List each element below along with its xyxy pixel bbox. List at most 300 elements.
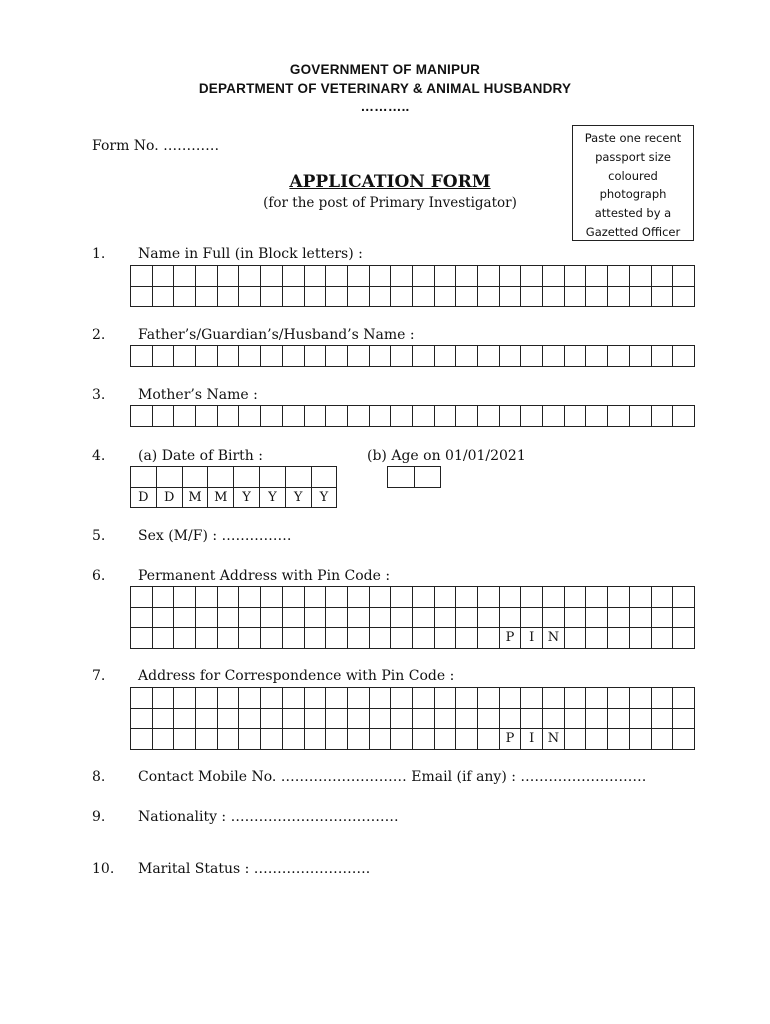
entry-cell[interactable] — [239, 607, 261, 628]
entry-cell[interactable] — [412, 607, 434, 628]
entry-cell[interactable] — [311, 467, 337, 488]
entry-cell[interactable] — [391, 729, 413, 750]
entry-cell[interactable] — [131, 587, 153, 608]
entry-cell[interactable] — [478, 406, 500, 427]
form-subtitle: (for the post of Primary Investigator) — [263, 195, 517, 211]
entry-cell[interactable] — [564, 729, 586, 750]
entry-cell[interactable] — [499, 406, 521, 427]
entry-cell[interactable] — [391, 266, 413, 287]
field-number: 10. — [92, 861, 115, 877]
entry-cell[interactable] — [629, 266, 651, 287]
entry-cell[interactable] — [586, 266, 608, 287]
preprinted-cell: M — [182, 487, 208, 508]
entry-cell[interactable] — [261, 628, 283, 649]
entry-cell[interactable] — [261, 587, 283, 608]
entry-cell[interactable] — [586, 286, 608, 307]
entry-cell[interactable] — [174, 628, 196, 649]
entry-cell[interactable] — [673, 688, 695, 709]
entry-cell[interactable] — [196, 286, 218, 307]
field-number: 4. — [92, 448, 106, 464]
entry-cell[interactable] — [434, 266, 456, 287]
preprinted-cell: I — [521, 729, 543, 750]
entry-cell[interactable] — [174, 607, 196, 628]
name-entry-grid[interactable] — [130, 265, 695, 307]
entry-cell[interactable] — [326, 266, 348, 287]
entry-cell[interactable] — [239, 729, 261, 750]
preprinted-cell: Y — [259, 487, 285, 508]
entry-cell[interactable] — [651, 406, 673, 427]
entry-cell[interactable] — [673, 286, 695, 307]
entry-cell[interactable] — [196, 729, 218, 750]
nationality-field[interactable]: Nationality : ……………………………… — [138, 809, 399, 825]
entry-cell[interactable] — [434, 708, 456, 729]
sex-field[interactable]: Sex (M/F) : …………… — [138, 528, 292, 544]
entry-cell[interactable] — [304, 607, 326, 628]
entry-cell[interactable] — [152, 286, 174, 307]
entry-cell[interactable] — [608, 266, 630, 287]
entry-cell[interactable] — [499, 266, 521, 287]
entry-cell[interactable] — [586, 688, 608, 709]
preprinted-cell: I — [521, 628, 543, 649]
entry-cell[interactable] — [608, 607, 630, 628]
entry-cell[interactable] — [521, 607, 543, 628]
entry-cell[interactable] — [456, 266, 478, 287]
entry-cell[interactable] — [651, 587, 673, 608]
correspondence-address-label: Address for Correspondence with Pin Code : — [138, 668, 455, 684]
entry-cell[interactable] — [347, 628, 369, 649]
entry-cell[interactable] — [304, 628, 326, 649]
entry-cell[interactable] — [412, 688, 434, 709]
entry-cell[interactable] — [586, 628, 608, 649]
entry-cell[interactable] — [388, 467, 415, 488]
entry-cell[interactable] — [651, 688, 673, 709]
entry-cell[interactable] — [412, 346, 434, 367]
entry-cell[interactable] — [261, 688, 283, 709]
entry-cell[interactable] — [564, 607, 586, 628]
entry-cell[interactable] — [629, 346, 651, 367]
entry-cell[interactable] — [391, 688, 413, 709]
entry-cell[interactable] — [629, 688, 651, 709]
field-number: 8. — [92, 769, 106, 785]
entry-cell[interactable] — [282, 708, 304, 729]
entry-cell[interactable] — [586, 607, 608, 628]
form-title: APPLICATION FORM — [289, 172, 491, 192]
entry-cell[interactable] — [543, 607, 565, 628]
entry-cell[interactable] — [261, 729, 283, 750]
permanent-address-entry-grid[interactable] — [130, 586, 695, 649]
field-number: 9. — [92, 809, 106, 825]
entry-cell[interactable] — [208, 467, 234, 488]
entry-cell[interactable] — [608, 587, 630, 608]
entry-cell[interactable] — [629, 286, 651, 307]
entry-cell[interactable] — [456, 607, 478, 628]
entry-cell[interactable] — [478, 587, 500, 608]
entry-cell[interactable] — [629, 628, 651, 649]
entry-cell[interactable] — [239, 406, 261, 427]
entry-cell[interactable] — [131, 729, 153, 750]
entry-cell[interactable] — [499, 688, 521, 709]
correspondence-address-entry-grid[interactable] — [130, 687, 695, 750]
entry-cell[interactable] — [673, 708, 695, 729]
entry-cell[interactable] — [369, 729, 391, 750]
entry-cell[interactable] — [478, 286, 500, 307]
entry-cell[interactable] — [521, 286, 543, 307]
entry-cell[interactable] — [478, 708, 500, 729]
entry-cell[interactable] — [347, 708, 369, 729]
entry-cell[interactable] — [456, 729, 478, 750]
entry-cell[interactable] — [412, 266, 434, 287]
entry-cell[interactable] — [326, 286, 348, 307]
entry-cell[interactable] — [499, 708, 521, 729]
entry-cell[interactable] — [673, 628, 695, 649]
entry-cell[interactable] — [261, 406, 283, 427]
entry-cell[interactable] — [131, 708, 153, 729]
entry-cell[interactable] — [434, 628, 456, 649]
entry-cell[interactable] — [217, 406, 239, 427]
entry-cell[interactable] — [282, 346, 304, 367]
entry-cell[interactable] — [152, 406, 174, 427]
entry-cell[interactable] — [434, 406, 456, 427]
entry-cell[interactable] — [304, 346, 326, 367]
entry-cell[interactable] — [564, 406, 586, 427]
entry-cell[interactable] — [478, 607, 500, 628]
entry-cell[interactable] — [478, 628, 500, 649]
entry-cell[interactable] — [326, 346, 348, 367]
entry-cell[interactable] — [499, 346, 521, 367]
entry-cell[interactable] — [347, 607, 369, 628]
entry-cell[interactable] — [608, 708, 630, 729]
entry-cell[interactable] — [326, 406, 348, 427]
entry-cell[interactable] — [651, 266, 673, 287]
entry-cell[interactable] — [412, 406, 434, 427]
photo-instruction-line: coloured — [608, 168, 658, 183]
entry-cell[interactable] — [629, 607, 651, 628]
entry-cell[interactable] — [304, 266, 326, 287]
entry-cell[interactable] — [456, 346, 478, 367]
entry-cell[interactable] — [304, 587, 326, 608]
photo-instruction-line: passport size — [595, 149, 671, 164]
preprinted-cell: M — [208, 487, 234, 508]
entry-cell[interactable] — [347, 266, 369, 287]
entry-cell[interactable] — [673, 406, 695, 427]
entry-cell[interactable] — [261, 346, 283, 367]
entry-cell[interactable] — [152, 607, 174, 628]
entry-cell[interactable] — [217, 346, 239, 367]
entry-cell[interactable] — [131, 628, 153, 649]
entry-cell[interactable] — [152, 708, 174, 729]
entry-cell[interactable] — [304, 688, 326, 709]
entry-cell[interactable] — [369, 708, 391, 729]
entry-cell[interactable] — [259, 467, 285, 488]
entry-cell[interactable] — [239, 286, 261, 307]
entry-cell[interactable] — [131, 688, 153, 709]
entry-cell[interactable] — [434, 607, 456, 628]
entry-cell[interactable] — [196, 346, 218, 367]
entry-cell[interactable] — [434, 729, 456, 750]
entry-cell[interactable] — [414, 467, 441, 488]
entry-cell[interactable] — [586, 346, 608, 367]
entry-cell[interactable] — [196, 688, 218, 709]
entry-cell[interactable] — [608, 729, 630, 750]
entry-cell[interactable] — [629, 708, 651, 729]
field-number: 5. — [92, 528, 106, 544]
marital-status-field[interactable]: Marital Status : ……………………. — [138, 861, 371, 877]
entry-cell[interactable] — [651, 628, 673, 649]
entry-cell[interactable] — [282, 266, 304, 287]
entry-cell[interactable] — [608, 406, 630, 427]
entry-cell[interactable] — [543, 346, 565, 367]
entry-cell[interactable] — [239, 628, 261, 649]
entry-cell[interactable] — [564, 346, 586, 367]
entry-cell[interactable] — [629, 406, 651, 427]
entry-cell[interactable] — [543, 266, 565, 287]
entry-cell[interactable] — [369, 286, 391, 307]
entry-cell[interactable] — [564, 286, 586, 307]
entry-cell[interactable] — [412, 286, 434, 307]
entry-cell[interactable] — [369, 266, 391, 287]
entry-cell[interactable] — [239, 346, 261, 367]
entry-cell[interactable] — [326, 587, 348, 608]
entry-cell[interactable] — [326, 688, 348, 709]
entry-cell[interactable] — [673, 607, 695, 628]
entry-cell[interactable] — [651, 346, 673, 367]
entry-cell[interactable] — [564, 266, 586, 287]
preprinted-cell: D — [131, 487, 157, 508]
entry-cell[interactable] — [673, 729, 695, 750]
field-number: 6. — [92, 568, 106, 584]
entry-cell[interactable] — [217, 607, 239, 628]
entry-cell[interactable] — [391, 628, 413, 649]
entry-cell[interactable] — [239, 587, 261, 608]
entry-cell[interactable] — [586, 587, 608, 608]
entry-cell[interactable] — [196, 628, 218, 649]
entry-cell[interactable] — [543, 587, 565, 608]
entry-cell[interactable] — [521, 266, 543, 287]
entry-cell[interactable] — [347, 587, 369, 608]
preprinted-cell: Y — [285, 487, 311, 508]
entry-cell[interactable] — [521, 346, 543, 367]
entry-cell[interactable] — [196, 406, 218, 427]
preprinted-cell: P — [499, 628, 521, 649]
entry-cell[interactable] — [239, 266, 261, 287]
entry-cell[interactable] — [156, 467, 182, 488]
entry-cell[interactable] — [261, 607, 283, 628]
entry-cell[interactable] — [261, 708, 283, 729]
father-name-entry-grid[interactable] — [130, 345, 695, 367]
entry-cell[interactable] — [196, 607, 218, 628]
entry-cell[interactable] — [369, 628, 391, 649]
entry-cell[interactable] — [217, 266, 239, 287]
entry-cell[interactable] — [282, 587, 304, 608]
entry-cell[interactable] — [174, 729, 196, 750]
entry-cell[interactable] — [391, 607, 413, 628]
entry-cell[interactable] — [564, 628, 586, 649]
entry-cell[interactable] — [478, 729, 500, 750]
entry-cell[interactable] — [326, 729, 348, 750]
entry-cell[interactable] — [131, 346, 153, 367]
entry-cell[interactable] — [347, 688, 369, 709]
entry-cell[interactable] — [174, 346, 196, 367]
entry-cell[interactable] — [196, 708, 218, 729]
entry-cell[interactable] — [217, 286, 239, 307]
entry-cell[interactable] — [304, 708, 326, 729]
entry-cell[interactable] — [347, 406, 369, 427]
entry-cell[interactable] — [412, 587, 434, 608]
entry-cell[interactable] — [456, 406, 478, 427]
header-dots: ……….. — [360, 99, 410, 114]
entry-cell[interactable] — [326, 607, 348, 628]
entry-cell[interactable] — [261, 266, 283, 287]
entry-cell[interactable] — [239, 688, 261, 709]
entry-cell[interactable] — [369, 607, 391, 628]
dob-entry-grid[interactable] — [130, 466, 337, 508]
entry-cell[interactable] — [586, 406, 608, 427]
government-heading: GOVERNMENT OF MANIPUR — [289, 62, 481, 77]
entry-cell[interactable] — [434, 286, 456, 307]
entry-cell[interactable] — [391, 346, 413, 367]
entry-cell[interactable] — [217, 628, 239, 649]
entry-cell[interactable] — [369, 587, 391, 608]
entry-cell[interactable] — [182, 467, 208, 488]
entry-cell[interactable] — [521, 688, 543, 709]
entry-cell[interactable] — [217, 708, 239, 729]
entry-cell[interactable] — [347, 729, 369, 750]
entry-cell[interactable] — [456, 587, 478, 608]
entry-cell[interactable] — [543, 406, 565, 427]
entry-cell[interactable] — [434, 346, 456, 367]
entry-cell[interactable] — [608, 286, 630, 307]
entry-cell[interactable] — [369, 688, 391, 709]
entry-cell[interactable] — [521, 406, 543, 427]
entry-cell[interactable] — [586, 708, 608, 729]
entry-cell[interactable] — [174, 286, 196, 307]
entry-cell[interactable] — [152, 729, 174, 750]
entry-cell[interactable] — [412, 628, 434, 649]
entry-cell[interactable] — [651, 708, 673, 729]
entry-cell[interactable] — [478, 266, 500, 287]
entry-cell[interactable] — [651, 286, 673, 307]
entry-cell[interactable] — [456, 286, 478, 307]
entry-cell[interactable] — [196, 587, 218, 608]
entry-cell[interactable] — [282, 286, 304, 307]
entry-cell[interactable] — [673, 266, 695, 287]
age-label: (b) Age on 01/01/2021 — [367, 448, 526, 464]
entry-cell[interactable] — [152, 587, 174, 608]
entry-cell[interactable] — [326, 628, 348, 649]
entry-cell[interactable] — [673, 346, 695, 367]
entry-cell[interactable] — [564, 587, 586, 608]
entry-cell[interactable] — [499, 587, 521, 608]
entry-cell[interactable] — [564, 688, 586, 709]
entry-cell[interactable] — [282, 628, 304, 649]
entry-cell[interactable] — [629, 587, 651, 608]
entry-cell[interactable] — [521, 708, 543, 729]
entry-cell[interactable] — [196, 266, 218, 287]
entry-cell[interactable] — [521, 587, 543, 608]
entry-cell[interactable] — [391, 286, 413, 307]
entry-cell[interactable] — [347, 286, 369, 307]
entry-cell[interactable] — [261, 286, 283, 307]
entry-cell[interactable] — [152, 628, 174, 649]
entry-cell[interactable] — [131, 286, 153, 307]
entry-cell[interactable] — [152, 266, 174, 287]
entry-cell[interactable] — [282, 688, 304, 709]
entry-cell[interactable] — [282, 607, 304, 628]
entry-cell[interactable] — [285, 467, 311, 488]
entry-cell[interactable] — [131, 266, 153, 287]
entry-cell[interactable] — [564, 708, 586, 729]
preprinted-cell: D — [156, 487, 182, 508]
entry-cell[interactable] — [499, 286, 521, 307]
entry-cell[interactable] — [217, 688, 239, 709]
entry-cell[interactable] — [478, 688, 500, 709]
entry-cell[interactable] — [282, 729, 304, 750]
contact-email-field[interactable]: Contact Mobile No. ……………………… Email (if any) : ……………………… — [138, 769, 647, 785]
entry-cell[interactable] — [369, 406, 391, 427]
entry-cell[interactable] — [651, 729, 673, 750]
entry-cell[interactable] — [152, 688, 174, 709]
entry-cell[interactable] — [217, 729, 239, 750]
entry-cell[interactable] — [217, 587, 239, 608]
entry-cell[interactable] — [326, 708, 348, 729]
entry-cell[interactable] — [499, 607, 521, 628]
entry-cell[interactable] — [304, 286, 326, 307]
entry-cell[interactable] — [304, 406, 326, 427]
entry-cell[interactable] — [131, 607, 153, 628]
entry-cell[interactable] — [456, 708, 478, 729]
entry-cell[interactable] — [234, 467, 260, 488]
entry-cell[interactable] — [239, 708, 261, 729]
entry-cell[interactable] — [391, 406, 413, 427]
entry-cell[interactable] — [586, 729, 608, 750]
entry-cell[interactable] — [456, 688, 478, 709]
entry-cell[interactable] — [174, 406, 196, 427]
entry-cell[interactable] — [391, 708, 413, 729]
entry-cell[interactable] — [412, 729, 434, 750]
entry-cell[interactable] — [543, 708, 565, 729]
entry-cell[interactable] — [347, 346, 369, 367]
mother-name-entry-grid[interactable] — [130, 405, 695, 427]
entry-cell[interactable] — [543, 286, 565, 307]
entry-cell[interactable] — [174, 266, 196, 287]
entry-cell[interactable] — [543, 688, 565, 709]
entry-cell[interactable] — [673, 587, 695, 608]
entry-cell[interactable] — [152, 346, 174, 367]
entry-cell[interactable] — [131, 406, 153, 427]
entry-cell[interactable] — [434, 688, 456, 709]
entry-cell[interactable] — [369, 346, 391, 367]
entry-cell[interactable] — [608, 628, 630, 649]
entry-cell[interactable] — [304, 729, 326, 750]
entry-cell[interactable] — [456, 628, 478, 649]
entry-cell[interactable] — [174, 587, 196, 608]
entry-cell[interactable] — [131, 467, 157, 488]
entry-cell[interactable] — [629, 729, 651, 750]
entry-cell[interactable] — [478, 346, 500, 367]
entry-cell[interactable] — [282, 406, 304, 427]
entry-cell[interactable] — [391, 587, 413, 608]
entry-cell[interactable] — [412, 708, 434, 729]
name-label: Name in Full (in Block letters) : — [138, 246, 363, 262]
preprinted-cell: Y — [234, 487, 260, 508]
entry-cell[interactable] — [608, 346, 630, 367]
age-entry-grid[interactable] — [387, 466, 441, 488]
entry-cell[interactable] — [608, 688, 630, 709]
entry-cell[interactable] — [174, 688, 196, 709]
entry-cell[interactable] — [174, 708, 196, 729]
entry-cell[interactable] — [651, 607, 673, 628]
entry-cell[interactable] — [434, 587, 456, 608]
